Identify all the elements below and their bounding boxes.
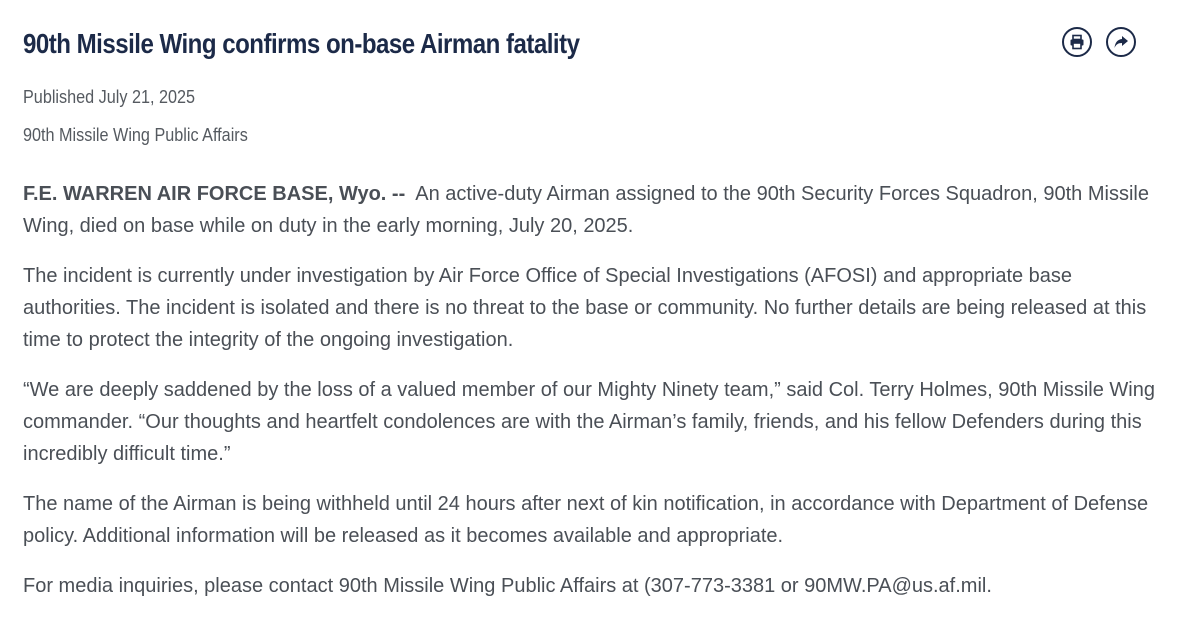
paragraph-1 [23,178,1169,242]
paragraph-4: The name of the Airman is being withheld until 24 hours after next of kin notification, in accordance with Department of Defense policy. Additional information will be released as it becomes available and appropriate. [23,493,1149,547]
dateline: F.E. WARREN AIR FORCE BASE, Wyo. -- [23,183,406,205]
article-source: 90th Missile Wing Public Affairs [23,125,248,145]
print-button[interactable] [1062,27,1092,57]
paragraph-5: For media inquiries, please contact 90th Missile Wing Public Affairs at (307-773-3381 or 90MW.PA@us.af.mil. [23,575,992,597]
print-icon [1069,34,1085,50]
article-actions [1062,27,1136,57]
share-button[interactable] [1106,27,1136,57]
paragraph-3: “We are deeply saddened by the loss of a valued member of our Mighty Ninety team,” said Col. Terry Holmes, 90th Missile Wing commander. “Our thoughts and heartfelt condolences are with the Airman’s family, friends, and his fellow Defenders during this incredibly difficult time.” [23,379,1155,465]
paragraph-2: The incident is currently under investigation by Air Force Office of Special Investigations (AFOSI) and appropriate base authorities. The incident is isolated and there is no threat to the base or community. No further details are being released at this time to protect the integrity of the ongoing investigation. [23,265,1147,351]
share-icon [1113,34,1129,50]
article-title: 90th Missile Wing confirms on-base Airman fatality [23,28,580,59]
paragraph-1-text: An active-duty Airman assigned to the 90th Security Forces Squadron, 90th Missile Wing, died on base while on duty in the early morning, July 20, 2025. [23,183,1149,237]
article-body [23,178,1169,620]
published-date: Published July 21, 2025 [23,87,196,107]
